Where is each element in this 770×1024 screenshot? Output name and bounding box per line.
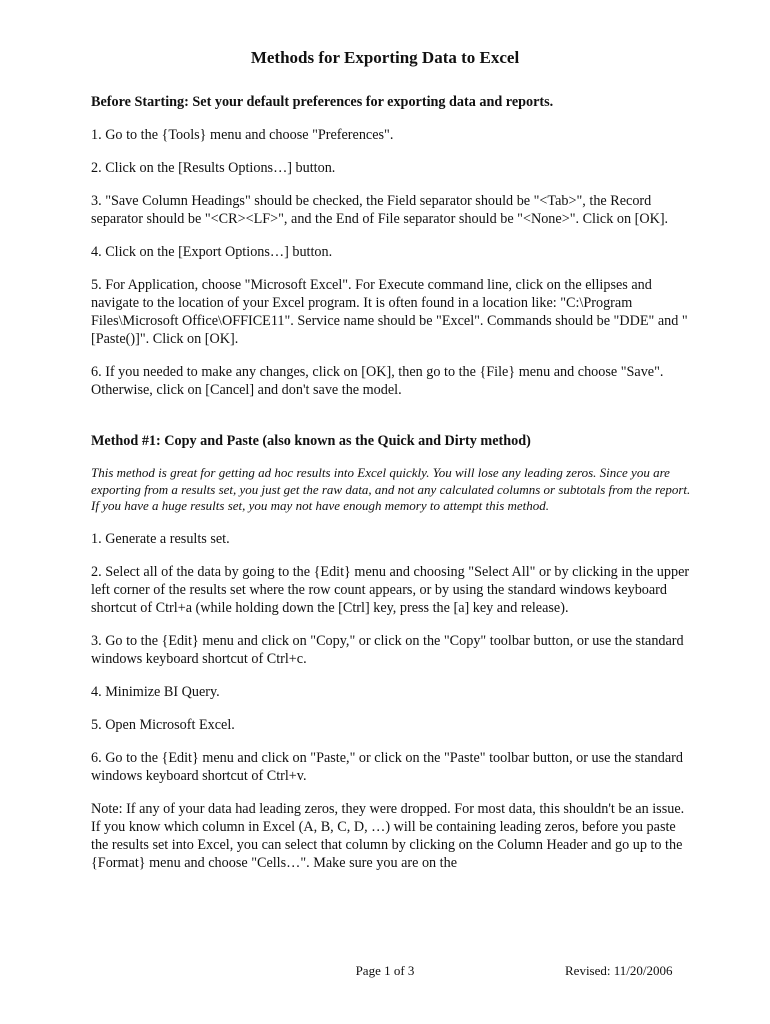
method-step-5: 5. Open Microsoft Excel. xyxy=(91,716,235,733)
document-body xyxy=(91,93,691,887)
document-title: Methods for Exporting Data to Excel xyxy=(250,48,520,67)
preferences-step-5: 5. For Application, choose "Microsoft Excel". For Execute command line, click on the ellipses and navigate to the location of your Excel program. It is often found in a location like: "C:\Program Files\Microsoft Office\OFFICE11". Service name should be "Excel". Commands should be "DDE" and "[Paste()]". Click on [OK]. xyxy=(91,277,688,347)
page-number: Page 1 of 3 xyxy=(355,963,415,978)
method-step-2: 2. Select all of the data by going to the {Edit} menu and choosing "Select All" or by clicking in the upper left corner of the results set where the row count appears, or by using the standard windows keyboard shortcut of Ctrl+a (while holding down the [Ctrl] key, press the [a] key and release). xyxy=(91,563,690,616)
method-step-3: 3. Go to the {Edit} menu and click on "Copy," or click on the "Copy" toolbar button, or use the standard windows keyboard shortcut of Ctrl+c. xyxy=(91,632,684,667)
method-note: Note: If any of your data had leading zeros, they were dropped. For most data, this shouldn't be an issue. If you know which column in Excel (A, B, C, D, …) will be containing leading zeros, before you paste the results set into Excel, you can select that column by clicking on the Column Header and go up to the {Format} menu and choose "Cells…". Make sure you are on the xyxy=(91,800,685,871)
revision-date: Revised: 11/20/2006 xyxy=(565,963,673,978)
method-step-4: 4. Minimize BI Query. xyxy=(91,683,220,700)
preferences-step-2: 2. Click on the [Results Options…] button. xyxy=(91,160,336,176)
preferences-step-6: 6. If you needed to make any changes, click on [OK], then go to the {File} menu and choose "Save". Otherwise, click on [Cancel] and don't save the model. xyxy=(91,364,664,398)
method-intro: This method is great for getting ad hoc results into Excel quickly. You will lose any leading zeros. Since you are exporting from a results set, you just get the raw data, and not any calculated columns or subtotals from the report. If you have a huge results set, you may not have enough memory to attempt this method. xyxy=(91,465,691,513)
preferences-step-4: 4. Click on the [Export Options…] button. xyxy=(91,244,333,260)
section-heading-copy-paste: Method #1: Copy and Paste (also known as the Quick and Dirty method) xyxy=(91,433,531,449)
preferences-step-3: 3. "Save Column Headings" should be checked, the Field separator should be "<Tab>", the Record separator should be "<CR><LF>", and the End of File separator should be "<None>". Click on [OK]. xyxy=(91,193,669,227)
method-step-6: 6. Go to the {Edit} menu and click on "Paste," or click on the "Paste" toolbar button, or use the standard windows keyboard shortcut of Ctrl+v. xyxy=(91,749,683,784)
section-heading-preferences: Before Starting: Set your default preferences for exporting data and reports. xyxy=(91,94,554,110)
method-step-1: 1. Generate a results set. xyxy=(91,530,230,547)
preferences-step-1: 1. Go to the {Tools} menu and choose "Preferences". xyxy=(91,127,394,143)
